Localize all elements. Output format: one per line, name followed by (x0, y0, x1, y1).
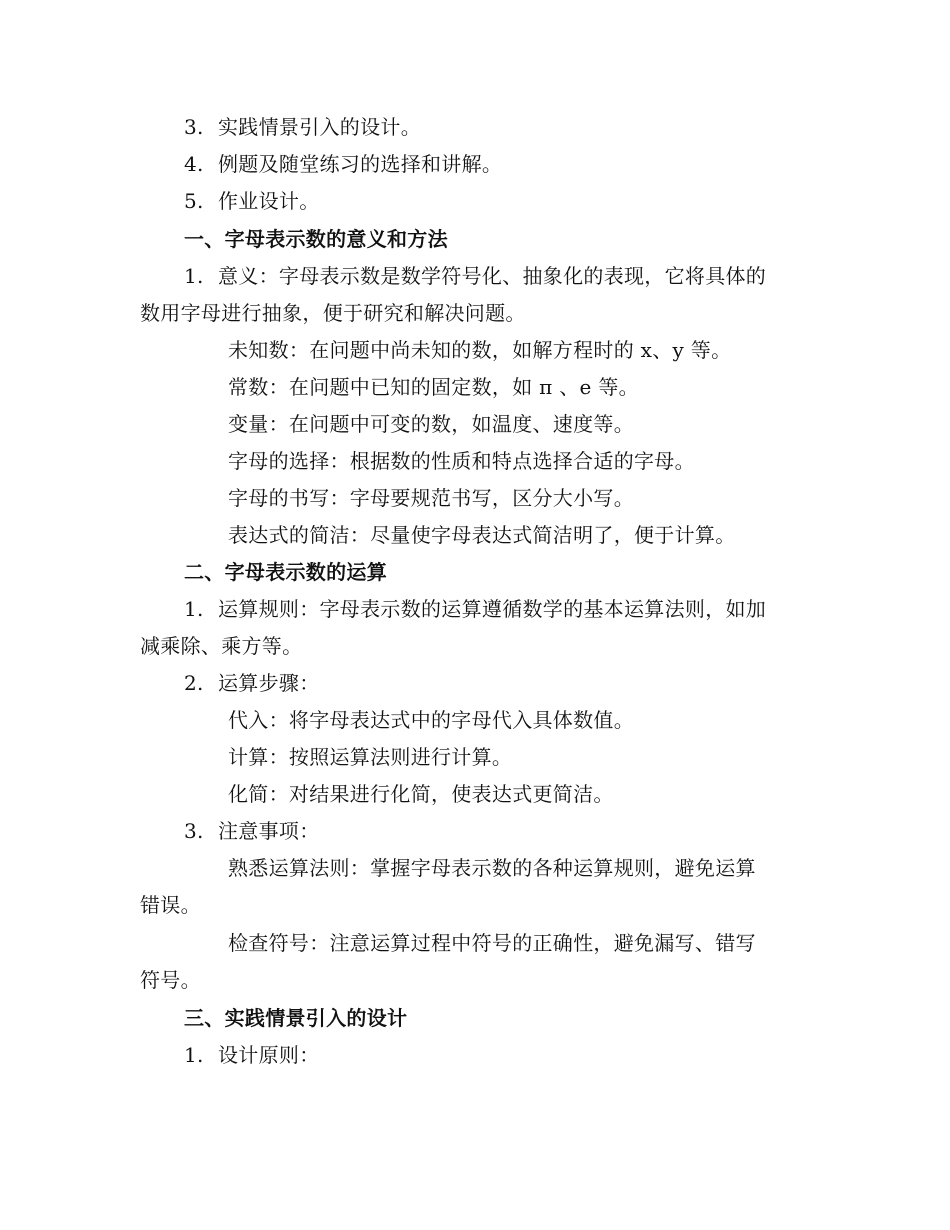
paragraph-continuation: 数用字母进行抽象，便于研究和解决问题。 (140, 301, 526, 325)
step-substitute: 代入：将字母表达式中的字母代入具体数值。 (228, 708, 634, 732)
paragraph-continuation: 减乘除、乘方等。 (140, 634, 303, 658)
list-item-principles (184, 1041, 320, 1069)
list-number: 4. (184, 152, 204, 176)
paragraph-line (184, 595, 766, 623)
list-number: 2. (184, 671, 204, 695)
point-unknown: 未知数：在问题中尚未知的数，如解方程时的 x、y 等。 (228, 338, 732, 362)
point-constant: 常数：在问题中已知的固定数，如 π 、e 等。 (228, 375, 639, 399)
list-text: 设计原则： (218, 1043, 320, 1067)
list-number: 1. (184, 264, 204, 288)
note-rules: 熟悉运算法则：掌握字母表示数的各种运算规则，避免运算 (228, 856, 756, 880)
list-text: 注意事项： (218, 819, 320, 843)
list-text: 作业设计。 (218, 189, 320, 213)
section-heading-2: 二、字母表示数的运算 (184, 560, 387, 584)
step-simplify: 化简：对结果进行化简，使表达式更简洁。 (228, 782, 614, 806)
list-item-3 (184, 113, 421, 141)
list-number: 1. (184, 1043, 204, 1067)
note-signs-continuation: 符号。 (140, 968, 201, 992)
list-number: 3. (184, 115, 204, 139)
paragraph-text: 意义：字母表示数是数学符号化、抽象化的表现，它将具体的 (218, 264, 767, 288)
list-text: 实践情景引入的设计。 (218, 115, 421, 139)
list-item-steps (184, 669, 320, 697)
point-variable: 变量：在问题中可变的数，如温度、速度等。 (228, 412, 634, 436)
list-number: 1. (184, 597, 204, 621)
list-number: 3. (184, 819, 204, 843)
list-item-notes (184, 817, 320, 845)
list-item-4 (184, 150, 502, 178)
list-item-5 (184, 187, 320, 215)
section-heading-1: 一、字母表示数的意义和方法 (184, 227, 448, 251)
list-text: 运算步骤： (218, 671, 320, 695)
step-calculate: 计算：按照运算法则进行计算。 (228, 745, 513, 769)
point-letter-writing: 字母的书写：字母要规范书写，区分大小写。 (228, 486, 634, 510)
paragraph-text: 运算规则：字母表示数的运算遵循数学的基本运算法则，如加 (218, 597, 767, 621)
note-signs: 检查符号：注意运算过程中符号的正确性，避免漏写、错写 (228, 931, 756, 955)
point-letter-choice: 字母的选择：根据数的性质和特点选择合适的字母。 (228, 449, 695, 473)
list-number: 5. (184, 189, 204, 213)
section-heading-3: 三、实践情景引入的设计 (184, 1006, 408, 1030)
point-expression-concise: 表达式的简洁：尽量使字母表达式简洁明了，便于计算。 (228, 523, 736, 547)
note-rules-continuation: 错误。 (140, 893, 201, 917)
paragraph-line (184, 262, 766, 290)
list-text: 例题及随堂练习的选择和讲解。 (218, 152, 503, 176)
